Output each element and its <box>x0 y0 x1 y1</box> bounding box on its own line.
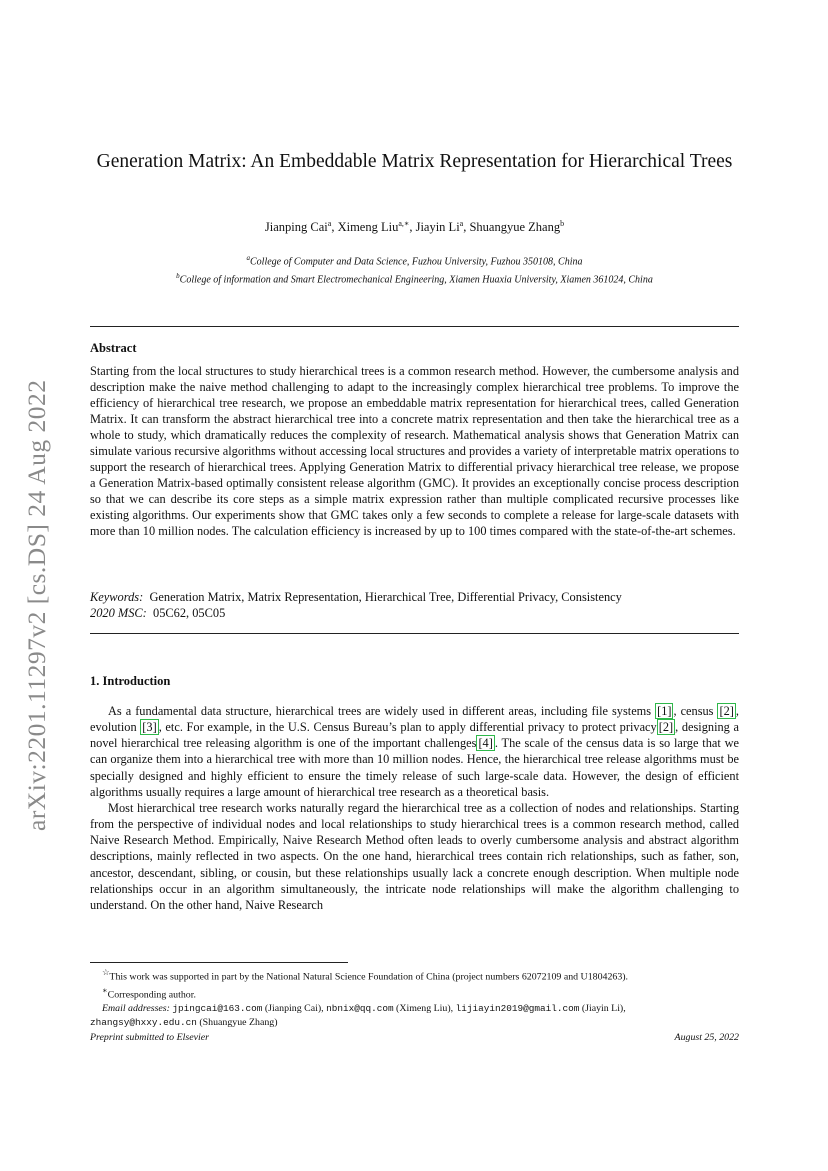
author-name: Shuangyue Zhang <box>469 220 561 235</box>
introduction-body <box>90 703 739 913</box>
abstract-heading: Abstract <box>90 341 137 355</box>
paragraph: Most hierarchical tree research works naturally regard the hierarchical tree as a collection of nodes and relationships. Starting from the perspective of individual nodes and local relationships to study hierarchical trees is a common research method, called Naive Research Method. Empirically, Naive Research Method often leads to overly cumbersome analysis and abstract algorithm descriptions, mainly reflected in two aspects. On the one hand, hierarchical trees contain rich relationships, such as father, son, ancestor, descendant, sibling, or cousin, but these relationships usually lack a concrete enough description. When multiple node relationships occur in an algorithm simultaneously, the intricate node relationships will make the algorithm challenging to understand. On the other hand, Naive Research <box>90 800 739 912</box>
keywords-line <box>90 589 739 605</box>
msc-text: 05C62, 05C05 <box>153 606 226 620</box>
paper-title: Generation Matrix: An Embeddable Matrix Representation for Hierarchical Trees <box>96 151 733 172</box>
email-footnote: Email addresses: jpingcai@163.com (Jianping Cai), nbnix@qq.com (Ximeng Liu), lijiayin2019@gmail.com (Jiayin Li), <box>102 1003 626 1015</box>
affiliation-b: $^b$College of information and Smart Electromechanical Engineering, Xiamen Huaxia University, Xiamen 361024, China <box>176 272 653 286</box>
keywords-label: Keywords: <box>90 590 144 604</box>
keywords-text: Generation Matrix, Matrix Representation, Hierarchical Tree, Differential Privacy, Consistency <box>149 590 622 604</box>
abstract-bottom-rule <box>90 633 739 634</box>
author-list: Jianping Cai$^a$, Ximeng Liu$^{a,∗}$, Jiayin Li$^a$, Shuangyue Zhang$^b$ <box>264 219 565 235</box>
msc-line <box>90 605 739 621</box>
email-footnote-cont: zhangsy@hxxy.edu.cn (Shuangyue Zhang) <box>90 1016 278 1028</box>
author-name: Jianping Cai <box>264 220 328 235</box>
funding-footnote: ☆This work was supported in part by the National Natural Science Foundation of China (project numbers 62072109 and U1804263). <box>102 968 629 983</box>
citation-link[interactable]: [1] <box>657 704 672 718</box>
author-affil-mark: a,∗ <box>398 219 410 228</box>
msc-label: 2020 MSC: <box>90 606 147 620</box>
footnote-rule <box>90 962 348 963</box>
citation-link[interactable]: [2] <box>719 704 734 718</box>
keywords-block <box>90 589 739 621</box>
section-heading: 1. Introduction <box>90 674 171 688</box>
preprint-note: Preprint submitted to Elsevier <box>90 1032 209 1043</box>
author-affil-mark: b <box>560 219 565 228</box>
citation-link[interactable]: [3] <box>142 720 157 735</box>
arxiv-identifier: arXiv:2201.11297v2 [cs.DS] 24 Aug 2022 <box>22 379 51 831</box>
abstract-text: Starting from the local structures to study hierarchical trees is a common research method. However, the cumbersome analysis and description make the naive method challenging to adapt to the increasingly complex hierarchical tree problems. To improve the efficiency of hierarchical tree research, we propose an embeddable matrix representation for hierarchical trees, called Generation Matrix. It can transform the abstract hierarchical tree into a concrete matrix representation and then take the hierarchical tree as a whole to study, which dramatically reduces the complexity of research. Mathematical analysis shows that Generation Matrix can simulate various recursive algorithms without accessing local structures and provides a variety of interpretable matrix operations to support the research of hierarchical trees. Applying Generation Matrix to differential privacy hierarchical tree release, we propose a Generation Matrix-based optimally consistent release algorithm (GMC). It provides an exceptionally concise process description so that we can describe its core steps as a simple matrix expression rather than multiple complicated recursive processes like existing algorithms. Our experiments show that GMC takes only a few seconds to complete a release for large-scale datasets with more than 10 million nodes. The calculation efficiency is increased by up to 100 times compared with the state-of-the-art schemes. <box>90 364 739 539</box>
citation-link[interactable]: [4] <box>478 736 493 751</box>
abstract-top-rule <box>90 326 739 327</box>
publication-date: August 25, 2022 <box>674 1032 739 1043</box>
footnotes <box>90 966 739 1030</box>
email-link[interactable]: lijiayin2019@gmail.com <box>455 1003 580 1015</box>
paragraph: As a fundamental data structure, hierarchical trees are widely used in different areas, including file systems [1] , census [2] , evolution [3] , etc. For example, in the U.S. Census Bureau’s plan to apply differential privacy to protect privacy [2] , designing a novel hierarchical tree releasing algorithm is one of the important challenges [4] . The scale of the census data is so large that we can organize them into a hierarchical tree with more than 10 million nodes. Hence, the hierarchical tree release algorithms must be specially designed and highly efficient to ensure the timely release of such large-scale data. However, the design of efficient algorithms usually requires a large amount of hierarchical tree research as a theoretical basis. <box>90 704 739 799</box>
affiliations <box>90 251 739 288</box>
paper-page <box>90 0 739 1171</box>
email-link[interactable]: jpingcai@163.com <box>172 1003 263 1015</box>
author-affil-mark: a <box>459 219 464 228</box>
corresponding-footnote: ∗Corresponding author. <box>102 986 196 1001</box>
citation-link[interactable]: [2] <box>658 720 674 735</box>
author-name: Ximeng Liu <box>337 220 399 235</box>
author-affil-mark: a <box>327 219 332 228</box>
author-name: Jiayin Li <box>415 220 460 235</box>
affiliation-a: $^a$College of Computer and Data Science, Fuzhou University, Fuzhou 350108, China <box>246 254 583 268</box>
email-link[interactable]: zhangsy@hxxy.edu.cn <box>90 1016 197 1028</box>
email-link[interactable]: nbnix@qq.com <box>326 1003 394 1015</box>
